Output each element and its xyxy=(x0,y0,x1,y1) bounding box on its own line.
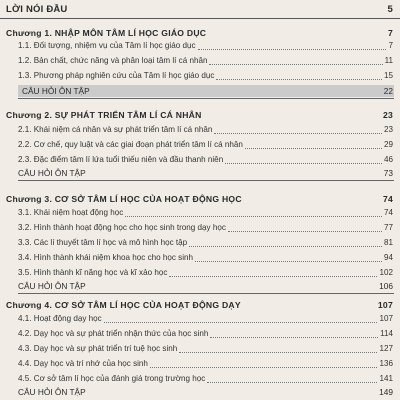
review-page: 22 xyxy=(383,86,393,96)
leader-dots xyxy=(214,133,382,134)
toc-entry[interactable] xyxy=(0,70,400,82)
entry-text: 1.3. Phương pháp nghiên cứu của Tâm lí học giáo dục xyxy=(18,71,215,80)
review-label: CÂU HỎI ÔN TẬP xyxy=(18,168,86,178)
toc-entry[interactable] xyxy=(0,328,400,340)
entry-page: 107 xyxy=(379,314,393,323)
chapter-title: Chương 3. CƠ SỞ TÂM LÍ HỌC CỦA HOẠT ĐỘNG HỌC xyxy=(6,194,242,204)
toc-entry[interactable] xyxy=(0,124,400,136)
review-label: CÂU HỎI ÔN TẬP xyxy=(18,281,86,291)
entry-text: 3.1. Khái niệm hoạt động học xyxy=(18,208,124,217)
chapter-heading[interactable] xyxy=(0,109,400,121)
leader-dots xyxy=(169,276,377,277)
toc-entry[interactable] xyxy=(0,252,400,264)
entry-text: 2.3. Đặc điểm tâm lí lứa tuổi thiếu niên và đầu thanh niên xyxy=(18,155,224,164)
leader-dots xyxy=(209,64,382,65)
review-questions-row[interactable] xyxy=(18,280,394,292)
entry-page: 141 xyxy=(379,374,393,383)
toc-entry[interactable] xyxy=(0,358,400,370)
entry-page: 114 xyxy=(380,329,393,338)
toc-entry[interactable] xyxy=(0,373,400,385)
section-divider xyxy=(18,180,394,181)
chapter-page: 23 xyxy=(382,110,393,120)
chapter-heading[interactable] xyxy=(0,193,400,205)
leader-dots xyxy=(198,49,387,50)
review-questions-row[interactable] xyxy=(18,167,394,179)
entry-text: 4.3. Dạy học và sự phát triển trí tuệ học sinh xyxy=(18,344,178,353)
entry-page: 77 xyxy=(383,223,393,232)
review-label: CÂU HỎI ÔN TẬP xyxy=(22,86,90,96)
entry-page: 23 xyxy=(383,125,393,134)
review-page: 149 xyxy=(379,387,393,397)
toc-entry[interactable] xyxy=(0,313,400,325)
entry-text: 3.2. Hình thành hoạt động học cho học sinh trong dạy học xyxy=(18,223,226,232)
entry-page: 94 xyxy=(383,253,393,262)
toc-entry[interactable] xyxy=(0,237,400,249)
entry-page: 102 xyxy=(379,268,393,277)
leader-dots xyxy=(179,352,377,353)
toc-entry[interactable] xyxy=(0,40,400,52)
toc-entry[interactable] xyxy=(0,55,400,67)
leader-dots xyxy=(195,261,382,262)
entry-text: 3.3. Các lí thuyết tâm lí học và mô hình học tập xyxy=(18,238,188,247)
toc-entry[interactable] xyxy=(0,222,400,234)
leader-dots xyxy=(150,367,378,368)
chapter-page: 7 xyxy=(387,28,393,38)
leader-dots xyxy=(228,231,382,232)
leader-dots xyxy=(210,337,378,338)
chapter-title: Chương 2. SỰ PHÁT TRIỂN TÂM LÍ CÁ NHÂN xyxy=(6,110,202,120)
entry-text: 4.2. Dạy học và sự phát triển nhận thức của học sinh xyxy=(18,329,209,338)
entry-page: 7 xyxy=(388,41,393,50)
entry-page: 29 xyxy=(383,140,393,149)
chapter-heading[interactable] xyxy=(0,299,400,311)
leader-dots xyxy=(125,216,382,217)
entry-text: 2.2. Cơ chế, quy luật và các giai đoạn phát triển tâm lí cá nhân xyxy=(18,140,243,149)
section-divider xyxy=(18,98,394,99)
entry-page: 74 xyxy=(383,208,393,217)
preface-page: 5 xyxy=(387,3,393,15)
toc-entry[interactable] xyxy=(0,139,400,151)
section-divider xyxy=(18,293,394,294)
entry-page: 15 xyxy=(383,71,393,80)
chapter-heading[interactable] xyxy=(0,27,400,39)
chapter-page: 107 xyxy=(377,300,393,310)
review-page: 73 xyxy=(383,168,393,178)
review-questions-row[interactable] xyxy=(18,85,394,97)
leader-dots xyxy=(189,246,382,247)
leader-dots xyxy=(207,382,377,383)
review-label: CÂU HỎI ÔN TẬP xyxy=(18,387,86,397)
toc-entry[interactable] xyxy=(0,267,400,279)
entry-text: 2.1. Khái niệm cá nhân và sự phát triển tâm lí cá nhân xyxy=(18,125,213,134)
entry-page: 127 xyxy=(379,344,393,353)
toc-entry[interactable] xyxy=(0,343,400,355)
entry-text: 3.4. Hình thành khái niệm khoa học cho học sinh xyxy=(18,253,194,262)
entry-page: 81 xyxy=(383,238,393,247)
leader-dots xyxy=(104,322,378,323)
entry-text: 1.2. Bản chất, chức năng và phân loại tâm lí cá nhân xyxy=(18,56,208,65)
entry-text: 1.1. Đối tượng, nhiệm vụ của Tâm lí học giáo dục xyxy=(18,41,196,50)
preface-row[interactable] xyxy=(0,0,400,19)
chapter-title: Chương 4. CƠ SỞ TÂM LÍ HỌC CỦA HOẠT ĐỘNG DẠY xyxy=(6,300,241,310)
review-page: 106 xyxy=(379,281,393,291)
toc-entry[interactable] xyxy=(0,154,400,166)
chapter-title: Chương 1. NHẬP MÔN TÂM LÍ HỌC GIÁO DỤC xyxy=(6,28,207,38)
entry-text: 4.5. Cơ sở tâm lí học của đánh giá trong trường học xyxy=(18,374,206,383)
entry-text: 4.4. Dạy học và trí nhớ của học sinh xyxy=(18,359,148,368)
leader-dots xyxy=(225,163,382,164)
chapter-page: 74 xyxy=(382,194,393,204)
entry-text: 4.1. Hoạt động dạy học xyxy=(18,314,102,323)
entry-page: 46 xyxy=(383,155,393,164)
entry-text: 3.5. Hình thành kĩ năng học và kĩ xảo học xyxy=(18,268,168,277)
preface-title: LỜI NÓI ĐẦU xyxy=(6,3,68,15)
entry-page: 136 xyxy=(379,359,393,368)
leader-dots xyxy=(216,79,382,80)
entry-page: 11 xyxy=(384,56,393,65)
toc-entry[interactable] xyxy=(0,207,400,219)
review-questions-row[interactable] xyxy=(18,386,394,398)
leader-dots xyxy=(245,148,382,149)
